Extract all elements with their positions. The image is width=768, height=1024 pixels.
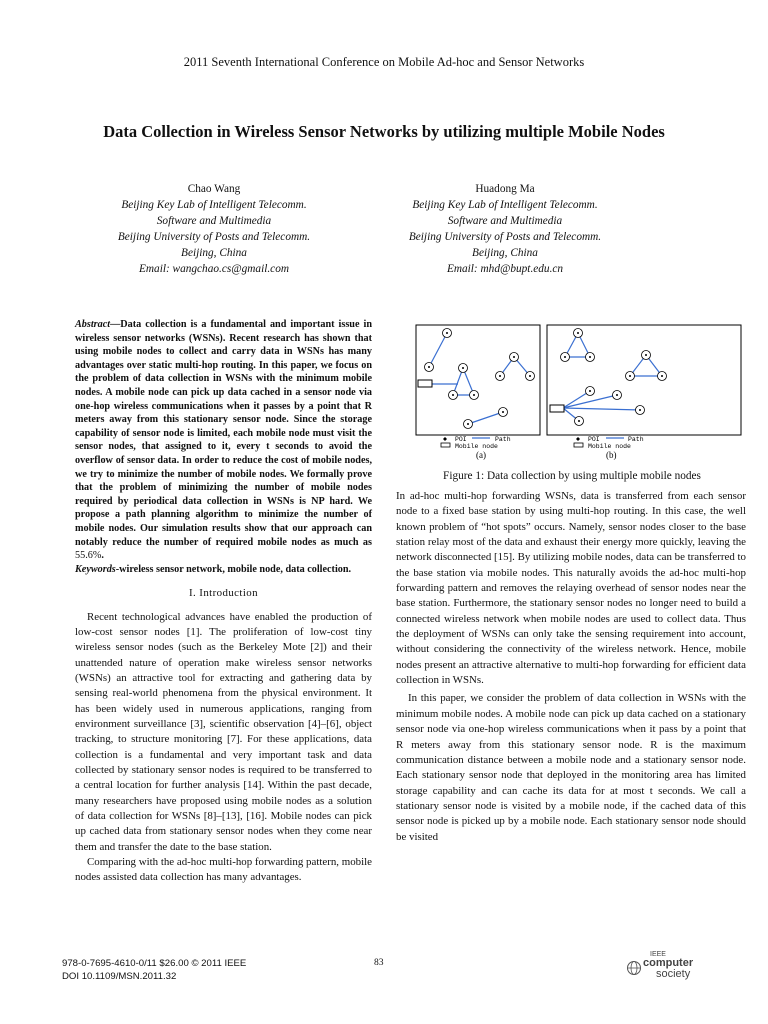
logo-line-2: computer	[643, 957, 694, 969]
author-affiliation: Beijing Key Lab of Intelligent Telecomm.	[121, 199, 307, 211]
ieee-computer-society-logo	[626, 951, 716, 981]
right-column	[396, 489, 746, 845]
poi-icon	[443, 437, 447, 441]
paper-title: Data Collection in Wireless Sensor Networks by utilizing multiple Mobile Nodes	[103, 122, 665, 141]
author-affiliation: Beijing University of Posts and Telecomm.	[408, 231, 602, 243]
right-paragraph-1: In ad-hoc multi-hop forwarding WSNs, data is transferred from each sensor node to a fixed base station by using multi-hop routing. In this case, the well known problem of “hot spots” occurs. Namely, sensor nodes closer to the base station relay most of the data and exhaust their energy more quickly, leaving the network disconnected [15]. By utilizing mobile nodes, data can be transferred to the base station via mobile nodes. This naturally avoids the ad-hoc multi-hop forwarding pattern and removes the relaying overhead of sensor nodes near the base station. Furthermore, the stationary sensor nodes no longer need to build a connected wireless network when mobile nodes are used to collect data. Thus the deployment of WSNs can only take the sensing requirement into account, without considering the connectivity of the wireless network. Hence, mobile nodes present an attractive alternative to multi-hop forwarding for efficient data collection in WSNs.	[396, 490, 746, 687]
author-block-1	[69, 181, 359, 277]
legend-path: Path	[495, 436, 511, 443]
right-paragraph-2: In this paper, we consider the problem of data collection in WSNs with the minimum mobile nodes. A mobile node can pick up data cached on a stationary sensor node via one-hop wireless communications when it pass by a point that R meters away from this stationary sensor node. R is the maximum communication distance between a mobile node and a stationary sensor node. Each stationary sensor node that deployed in the monitoring area has limited storage capability and can cache its data for at most t seconds. We call a stationary sensor node is visited by a mobile node, if the cached data of this sensor node is picked up by a mobile node. Each stationary sensor node should be visited	[396, 692, 746, 843]
globe-icon	[626, 960, 642, 976]
author-block-2	[360, 181, 650, 277]
keywords-text: -wireless sensor network, mobile node, data collection.	[115, 563, 352, 575]
abstract	[75, 318, 372, 563]
figure-caption: Figure 1: Data collection by using multiple mobile nodes	[443, 470, 701, 482]
author-name: Huadong Ma	[475, 183, 535, 195]
legend-mobile: Mobile node	[588, 443, 631, 450]
section-heading: I. Introduction	[189, 587, 258, 600]
logo-line-3: society	[656, 968, 691, 980]
footer-doi: DOI 10.1109/MSN.2011.32	[62, 971, 177, 982]
legend-path: Path	[628, 436, 644, 443]
legend-mobile: Mobile node	[455, 443, 498, 450]
left-column	[75, 318, 372, 886]
author-affiliation: Beijing Key Lab of Intelligent Telecomm.	[412, 199, 598, 211]
page-number: 83	[374, 957, 384, 968]
figure-legend-a	[441, 436, 511, 460]
author-affiliation: Software and Multimedia	[156, 215, 272, 227]
footer-isbn: 978-0-7695-4610-0/11 $26.00 © 2011 IEEE	[62, 958, 247, 969]
abstract-lead: Abstract	[75, 319, 111, 330]
legend-poi: POI	[588, 436, 600, 443]
keywords	[75, 563, 372, 577]
intro-paragraph-1: Recent technological advances have enabled the production of low-cost sensor nodes [1]. The proliferation of low-cost tiny wireless sensor nodes (such as the Berkeley Mote [2]) and their unattended nature of operation make wireless sensor networks (WSNs) an attractive tool for extracting and gathering data by sensing real-world phenomena from the physical environment. It has been widely used in numerous applications, ranging from environment surveillance [3], scientific observation [4]–[6], object tracking, to structure monitoring [7]. For these applications, data collection is a fundamental and very important task and data collected by stationary sensor nodes is required to be transferred to a central location for further analysis [14]. Within the past decade, many researchers have proposed using mobile nodes as a solution of data collection for WSNs [8]–[13], [16]. Mobile nodes can pick up cached data from stationary sensor nodes when they come near them and transfer the date to the base station.	[75, 610, 372, 853]
author-affiliation: Software and Multimedia	[447, 215, 563, 227]
author-city: Beijing, China	[472, 247, 538, 259]
figure-legend-b	[574, 436, 644, 460]
author-affiliation: Beijing University of Posts and Telecomm.	[117, 231, 311, 243]
figure-1	[410, 320, 746, 460]
author-city: Beijing, China	[181, 247, 247, 259]
figure-panel-a	[416, 325, 540, 435]
mobile-node-icon	[418, 380, 432, 387]
author-email: Email: wangchao.cs@gmail.com	[138, 263, 289, 275]
abstract-percent: 55.6%	[75, 550, 102, 562]
panel-label-b: (b)	[606, 450, 617, 460]
mobile-node-icon	[550, 405, 564, 412]
figure-panel-b	[547, 325, 741, 435]
poi-icon	[576, 437, 580, 441]
abstract-text: —Data collection is a fundamental and important issue in wireless sensor networks (WSNs). Recent research has shown that using mobile nodes to collect and carry data in WSNs has many advantages over static multi-hop routing. In this paper, we focus on the problem of data collection in WSNs with the minimum mobile nodes. A mobile node can pick up data cached in a sensor node via one-hop wireless communications when it passes by a point that R meters away from this stationary sensor node. Since the storage capability of sensor node is limited, each mobile node must visit the sensor nodes, that assigned to it, every t seconds to avoid the overflow of sensor data. In order to reduce the cost of mobile nodes, we try to minimize the number of mobile nodes. We formally prove that the problem of minimizing the number of mobile nodes required by periodical data collection in WSNs is NP hard. We propose a path planning algorithm to minimize the number of mobile nodes. Our simulation results show that our approach can notably reduce the number of required mobile nodes as much as	[75, 319, 372, 548]
footer-left	[62, 957, 246, 983]
author-name: Chao Wang	[187, 183, 241, 195]
logo-line-1: IEEE	[650, 951, 666, 958]
panel-label-a: (a)	[476, 450, 486, 460]
conference-header: 2011 Seventh International Conference on Mobile Ad-hoc and Sensor Networks	[183, 55, 585, 69]
keywords-lead: Keywords	[75, 563, 116, 575]
legend-poi: POI	[455, 436, 467, 443]
abstract-end: .	[101, 550, 104, 562]
author-email: Email: mhd@bupt.edu.cn	[446, 263, 564, 275]
intro-paragraph-2: Comparing with the ad-hoc multi-hop forwarding pattern, mobile nodes assisted data collection has many advantages.	[75, 856, 372, 884]
